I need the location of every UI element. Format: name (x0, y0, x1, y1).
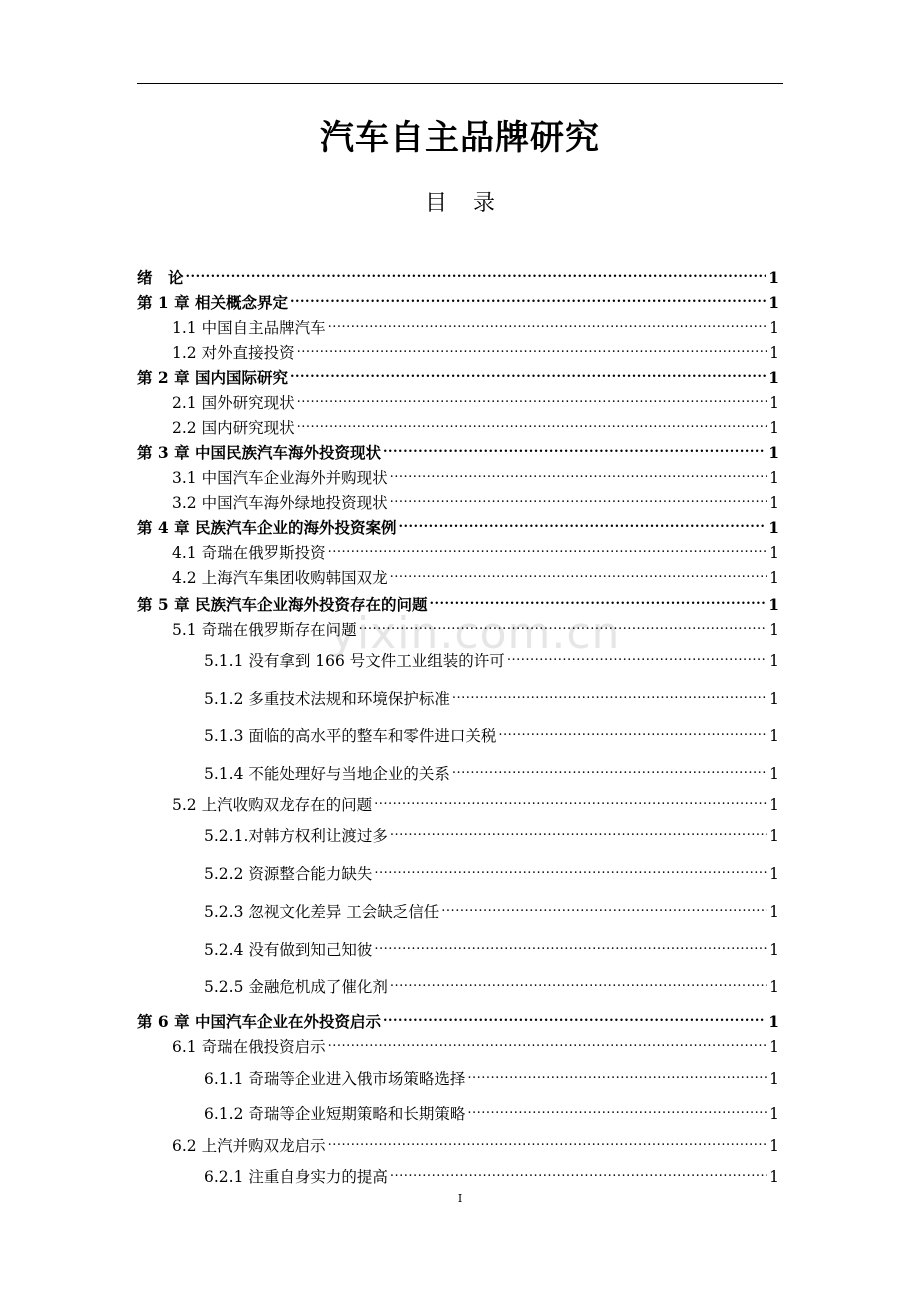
toc-entry-page: 1 (768, 443, 779, 462)
toc-dot-leader (186, 263, 767, 283)
toc-entry-page: 1 (769, 978, 779, 996)
toc-entry[interactable] (172, 413, 779, 437)
toc-entry[interactable] (204, 721, 779, 745)
toc-entry-label: 5.2 上汽收购双龙存在的问题 (172, 796, 373, 814)
toc-entry-label: 1.2 对外直接投资 (172, 344, 295, 362)
toc-entry-label: 第 1 章 相关概念界定 (137, 293, 288, 312)
toc-dot-leader (429, 590, 766, 610)
toc-dot-leader (390, 488, 768, 508)
toc-entry-page: 1 (769, 544, 779, 562)
toc-dot-leader (452, 684, 767, 704)
toc-dot-leader (328, 1131, 768, 1151)
toc-entry-page: 1 (769, 1105, 779, 1123)
toc-entry-label: 6.1.1 奇瑞等企业进入俄市场策略选择 (204, 1070, 466, 1088)
toc-entry-label: 5.1 奇瑞在俄罗斯存在问题 (172, 621, 357, 639)
toc-entry[interactable] (204, 935, 779, 959)
toc-entry[interactable] (172, 1131, 779, 1155)
toc-dot-leader (390, 463, 768, 483)
toc-dot-leader (328, 538, 768, 558)
toc-entry[interactable] (172, 615, 779, 639)
toc-entry-label: 3.2 中国汽车海外绿地投资现状 (172, 494, 388, 512)
toc-entry-page: 1 (768, 1012, 779, 1031)
toc-dot-leader (390, 821, 767, 841)
toc-entry-label: 5.2.3 忽视文化差异 工会缺乏信任 (204, 903, 440, 921)
page-number: I (457, 1192, 463, 1205)
toc-entry[interactable] (137, 263, 779, 287)
toc-entry-page: 1 (769, 865, 779, 883)
toc-dot-leader (290, 288, 766, 308)
toc-entry-page: 1 (769, 690, 779, 708)
toc-dot-leader (498, 721, 767, 741)
toc-entry[interactable] (204, 1162, 779, 1186)
toc-entry-page: 1 (769, 903, 779, 921)
toc-entry-page: 1 (769, 941, 779, 959)
toc-entry-page: 1 (769, 394, 779, 412)
toc-entry[interactable] (172, 1032, 779, 1056)
toc-entry-label: 1.1 中国自主品牌汽车 (172, 319, 326, 337)
toc-entry-label: 绪 论 (137, 268, 184, 287)
toc-entry[interactable] (172, 313, 779, 337)
toc-entry-label: 2.2 国内研究现状 (172, 419, 295, 437)
toc-entry-label: 6.2.1 注重自身实力的提高 (204, 1168, 388, 1186)
toc-dot-leader (507, 646, 767, 666)
toc-entry-page: 1 (769, 652, 779, 670)
toc-entry-page: 1 (768, 293, 779, 312)
toc-dot-leader (374, 935, 767, 955)
toc-dot-leader (297, 338, 768, 358)
toc-entry-page: 1 (769, 727, 779, 745)
toc-entry-page: 1 (769, 569, 779, 587)
toc-dot-leader (467, 1099, 767, 1119)
toc-entry[interactable] (137, 1007, 779, 1031)
toc-entry[interactable] (137, 590, 779, 614)
toc-entry[interactable] (204, 1064, 779, 1088)
toc-dot-leader (467, 1064, 767, 1084)
toc-dot-leader (390, 563, 768, 583)
toc-entry[interactable] (172, 563, 779, 587)
toc-entry[interactable] (172, 790, 779, 814)
toc-entry-page: 1 (769, 1137, 779, 1155)
toc-entry[interactable] (172, 538, 779, 562)
toc-dot-leader (374, 790, 767, 810)
toc-entry[interactable] (204, 821, 779, 845)
toc-dot-leader (390, 1162, 767, 1182)
document-title: 汽车自主品牌研究 (320, 118, 600, 158)
toc-entry-label: 6.1.2 奇瑞等企业短期策略和长期策略 (204, 1105, 466, 1123)
toc-dot-leader (359, 615, 768, 635)
toc-entry-page: 1 (769, 419, 779, 437)
toc-entry-page: 1 (769, 1070, 779, 1088)
toc-dot-leader (452, 759, 767, 779)
toc-entry-page: 1 (769, 1038, 779, 1056)
toc-entry-page: 1 (769, 827, 779, 845)
toc-entry[interactable] (137, 513, 779, 537)
toc-entry-label: 4.1 奇瑞在俄罗斯投资 (172, 544, 326, 562)
toc-entry-label: 5.2.5 金融危机成了催化剂 (204, 978, 388, 996)
toc-entry-page: 1 (769, 344, 779, 362)
toc-entry-label: 5.2.4 没有做到知己知彼 (204, 941, 373, 959)
toc-entry-page: 1 (769, 621, 779, 639)
toc-entry[interactable] (204, 972, 779, 996)
toc-dot-leader (398, 513, 766, 533)
toc-entry-label: 4.2 上海汽车集团收购韩国双龙 (172, 569, 388, 587)
toc-entry-label: 5.2.2 资源整合能力缺失 (204, 865, 373, 883)
toc-entry-page: 1 (768, 595, 779, 614)
toc-dot-leader (441, 897, 767, 917)
toc-entry-label: 5.1.1 没有拿到 166 号文件工业组装的许可 (204, 652, 505, 670)
toc-dot-leader (383, 438, 766, 458)
toc-entry-label: 2.1 国外研究现状 (172, 394, 295, 412)
toc-entry[interactable] (204, 646, 779, 670)
toc-entry-label: 第 6 章 中国汽车企业在外投资启示 (137, 1012, 381, 1031)
toc-dot-leader (374, 859, 767, 879)
watermark: yixin.com.cn (330, 608, 621, 659)
toc-dot-leader (290, 363, 766, 383)
toc-dot-leader (383, 1007, 766, 1027)
toc-entry-label: 5.1.3 面临的高水平的整车和零件进口关税 (204, 727, 497, 745)
toc-entry[interactable] (204, 1099, 779, 1123)
toc-entry-page: 1 (769, 494, 779, 512)
toc-entry-label: 6.1 奇瑞在俄投资启示 (172, 1038, 326, 1056)
toc-entry-label: 第 2 章 国内国际研究 (137, 368, 288, 387)
toc-dot-leader (328, 1032, 768, 1052)
toc-entry[interactable] (137, 438, 779, 462)
toc-heading-text: 目录 (424, 191, 521, 216)
toc-entry-page: 1 (769, 765, 779, 783)
toc-dot-leader (328, 313, 768, 333)
toc-entry[interactable] (172, 488, 779, 512)
toc-entry[interactable] (172, 338, 779, 362)
toc-dot-leader (390, 972, 767, 992)
toc-entry[interactable] (172, 388, 779, 412)
toc-dot-leader (297, 388, 768, 408)
toc-entry[interactable] (204, 759, 779, 783)
toc-entry-label: 3.1 中国汽车企业海外并购现状 (172, 469, 388, 487)
toc-entry-page: 1 (769, 796, 779, 814)
toc-entry-page: 1 (769, 319, 779, 337)
toc-entry-label: 5.1.4 不能处理好与当地企业的关系 (204, 765, 450, 783)
toc-entry[interactable] (172, 463, 779, 487)
toc-entry[interactable] (204, 684, 779, 708)
toc-entry-label: 5.2.1.对韩方权利让渡过多 (204, 827, 388, 845)
toc-entry-page: 1 (768, 268, 779, 287)
toc-entry-label: 第 3 章 中国民族汽车海外投资现状 (137, 443, 381, 462)
toc-entry[interactable] (137, 363, 779, 387)
toc-entry-label: 第 4 章 民族汽车企业的海外投资案例 (137, 518, 397, 537)
toc-entry[interactable] (137, 288, 779, 312)
toc-entry-label: 6.2 上汽并购双龙启示 (172, 1137, 326, 1155)
toc-entry-page: 1 (769, 469, 779, 487)
toc-entry-page: 1 (768, 518, 779, 537)
toc-entry-page: 1 (769, 1168, 779, 1186)
toc-entry-label: 第 5 章 民族汽车企业海外投资存在的问题 (137, 595, 428, 614)
toc-entry[interactable] (204, 897, 779, 921)
toc-entry-label: 5.1.2 多重技术法规和环境保护标准 (204, 690, 450, 708)
toc-dot-leader (297, 413, 768, 433)
toc-entry-page: 1 (768, 368, 779, 387)
toc-entry[interactable] (204, 859, 779, 883)
